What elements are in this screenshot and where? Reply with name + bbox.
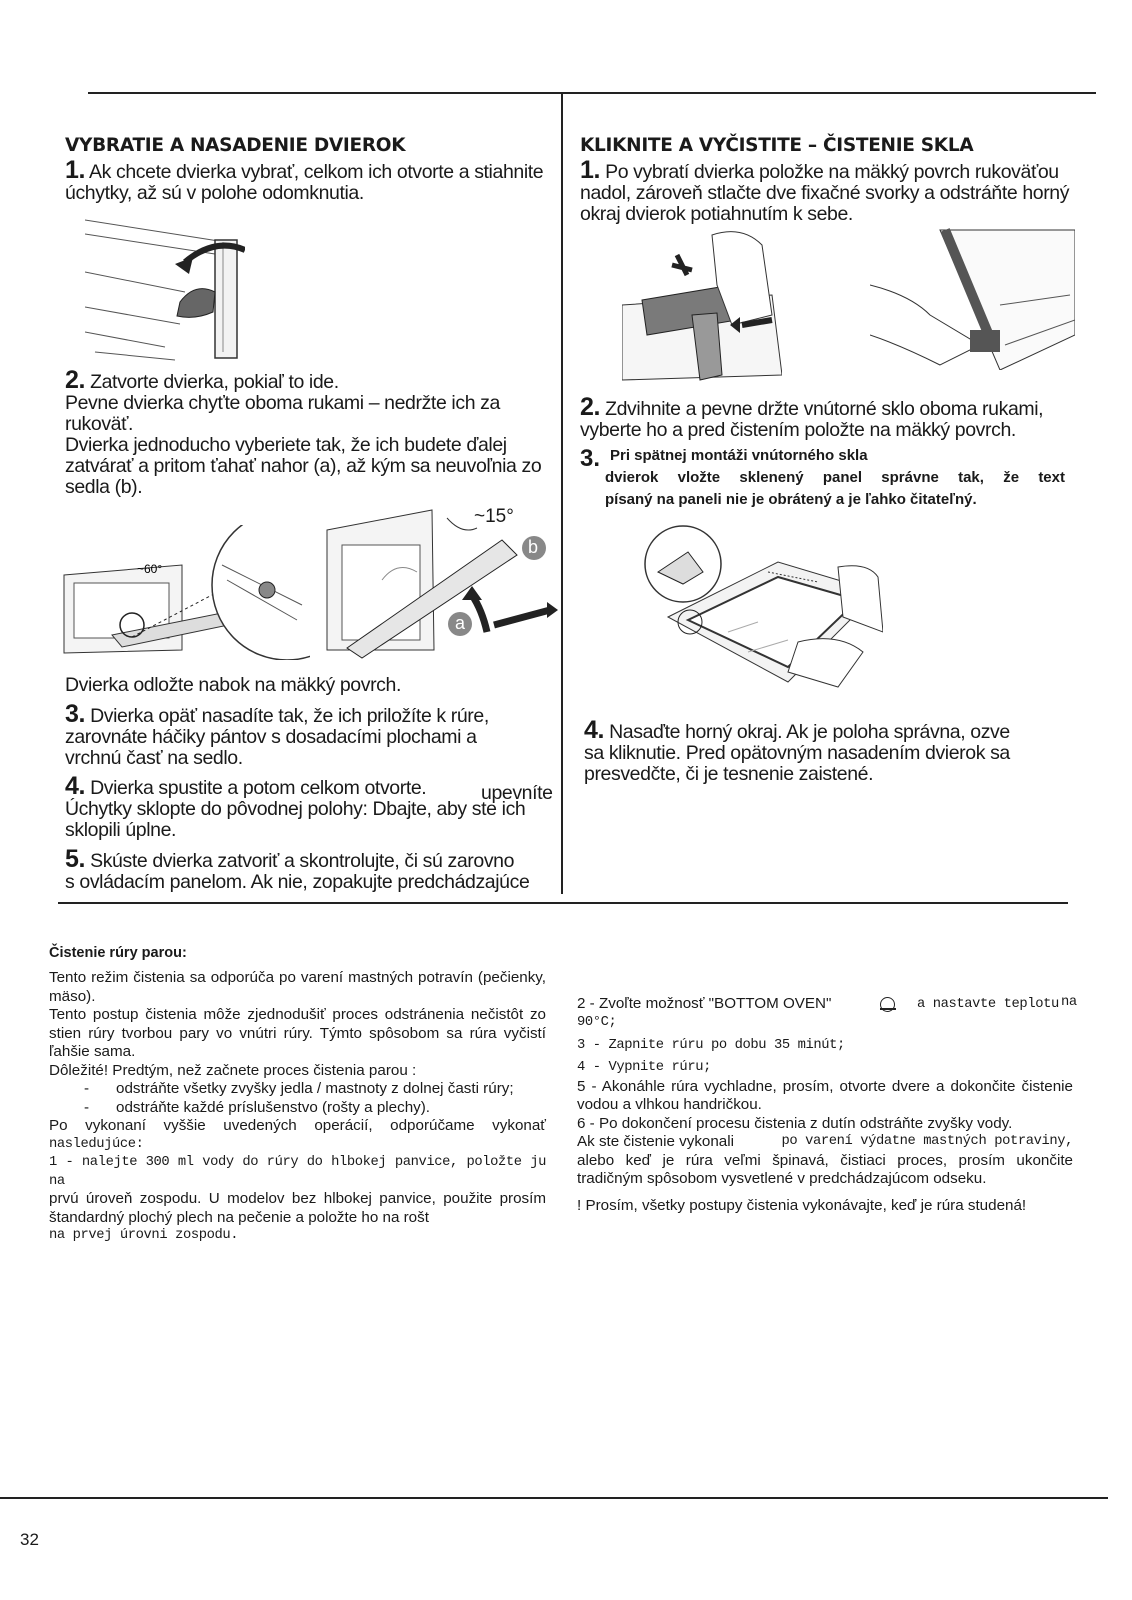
label-a: a (455, 613, 466, 633)
left-step4: 4. Dvierka spustite a potom celkom otvorte. Úchytky sklopte do pôvodnej polohy: Dbajte, aby ste ich sklopili úplne. (65, 772, 526, 841)
steam-left-column: Tento režim čistenia sa odporúča po varení mastných potravín (pečienky, mäso). Tento postup čistenia môže zjednodušiť proces odstránenia nečistôt zo stien rúry tvorbou pary vo vnútri rúry. Týmto spôsobom sa rúra vyčistí ľahšie sama. Dôležité! Predtým, než začnete proces čistenia parou : - odstráňte všetky zvyšky jedla / mastnoty z dolnej časti rúry; - odstráňte každé príslušenstvo (rošty a plechy). Po vykonaní vyššie uvedených operácií, odporúčame vykonať nasledujúce: 1 - nalejte 300 ml vody do rúry do hlbokej panvice, položte ju na prvú úroveň zospodu. U modelov bez hlbokej panvice, použite prosím štandardný plochý plech na pečenie a položte ho na rošt na prvej úrovni zospodu. (49, 969, 546, 1243)
right-step2: 2. Zdvihnite a pevne držte vnútorné sklo oboma rukami, vyberte ho a pred čistením položte na mäkký povrch. (580, 393, 1044, 441)
label-b: b (528, 537, 539, 557)
left-heading: VYBRATIE A NASADENIE DVIEROK (65, 135, 406, 156)
right-step4: 4. Nasaďte horný okraj. Ak je poloha správna, ozve sa kliknutie. Pred opätovným nasadením dvierok sa presvedčte, či je tesnenie zaistené. (584, 716, 1010, 785)
section-rule (58, 902, 1068, 904)
figure-clip-press (622, 225, 782, 387)
bullet-item: odstráňte všetky zvyšky jedla / mastnoty z dolnej časti rúry; (116, 1080, 514, 1097)
footer-rule (0, 1497, 1108, 1499)
left-step3: 3. Dvierka opäť nasadíte tak, že ich priložíte k rúre, zarovnáte háčiky pántov s dosadacími plochami a vrchnú časť na sedlo. (65, 700, 489, 769)
steam-title: Čistenie rúry parou: (49, 945, 187, 961)
left-step1: 1. Ak chcete dvierka vybrať, celkom ich otvorte a stiahnite úchytky, až sú v polohe odomknutia. (65, 156, 544, 204)
right-step3-num: 3. (580, 445, 601, 472)
figure-door-tilt-60 (62, 525, 310, 660)
left-step2: 2. Zatvorte dvierka, pokiaľ to ide. Pevne dvierka chyťte oboma rukami – nedržte ich za rukoväť. Dvierka jednoducho vyberiete tak, že ich budete ďalej zatvárať a pritom ťahať nahor (a), až kým sa neuvoľnia zo sedla (b). (65, 366, 542, 498)
bottom-oven-icon (880, 997, 895, 1012)
top-rule (88, 92, 1096, 94)
left-aside: Dvierka odložte nabok na mäkký povrch. (65, 674, 401, 696)
figure-top-edge-removal (870, 225, 1075, 370)
column-divider (561, 94, 563, 894)
page-number: 32 (20, 1530, 39, 1549)
angle-60-label: ~60° (137, 562, 163, 576)
angle-15-label: ~15° (474, 506, 514, 527)
right-heading: KLIKNITE A VYČISTITE – ČISTENIE SKLA (580, 135, 974, 156)
bullet-item: odstráňte každé príslušenstvo (rošty a plechy). (116, 1098, 431, 1116)
left-step4-extra: upevníte (481, 782, 553, 804)
steam-right-column: 2 - Zvoľte možnosť "BOTTOM OVEN" a nastavte teplotu na 90°C; 3 - Zapnite rúru po dobu 35 minút; 4 - Vypnite rúru; 5 - Akonáhle rúra vychladne, prosím, otvorte dvere a dokončite čistenie vodou a vlhkou handričkou. 6 - Po dokončení procesu čistenia z dutín odstráňte zvyšky vody. Ak ste čistenie vykonali po varení výdatne mastných potraviny, alebo keď je rúra veľmi špinavá, čistiaci proces, prosím ukončite tradičným spôsobom vysvetlené v predchádzajúcom odseku. ! Prosím, všetky postupy čistenia vykonávajte, keď je rúra studená! (577, 995, 1077, 1214)
figure-hinge-latch (85, 212, 245, 362)
right-step1: 1. Po vybratí dvierka položke na mäkký povrch rukoväťou nadol, zároveň stlačte dve fixačné svorky a odstráňte horný okraj dvierok potiahnutím k sebe. (580, 156, 1070, 225)
figure-door-lift (322, 500, 558, 660)
bottom-oven-icon-line (880, 1008, 896, 1010)
left-step5: 5. Skúste dvierka zatvoriť a skontrolujte, či sú zarovno s ovládacím panelom. Ak nie, zopakujte predchádzajúce (65, 845, 530, 893)
right-step3: Pri spätnej montáži vnútorného skla dvierok vložte sklenený panel správne tak, že text písaný na paneli nie je obrátený a je ľahko čitateľný. (605, 447, 1065, 508)
figure-glass-panel (638, 522, 883, 692)
